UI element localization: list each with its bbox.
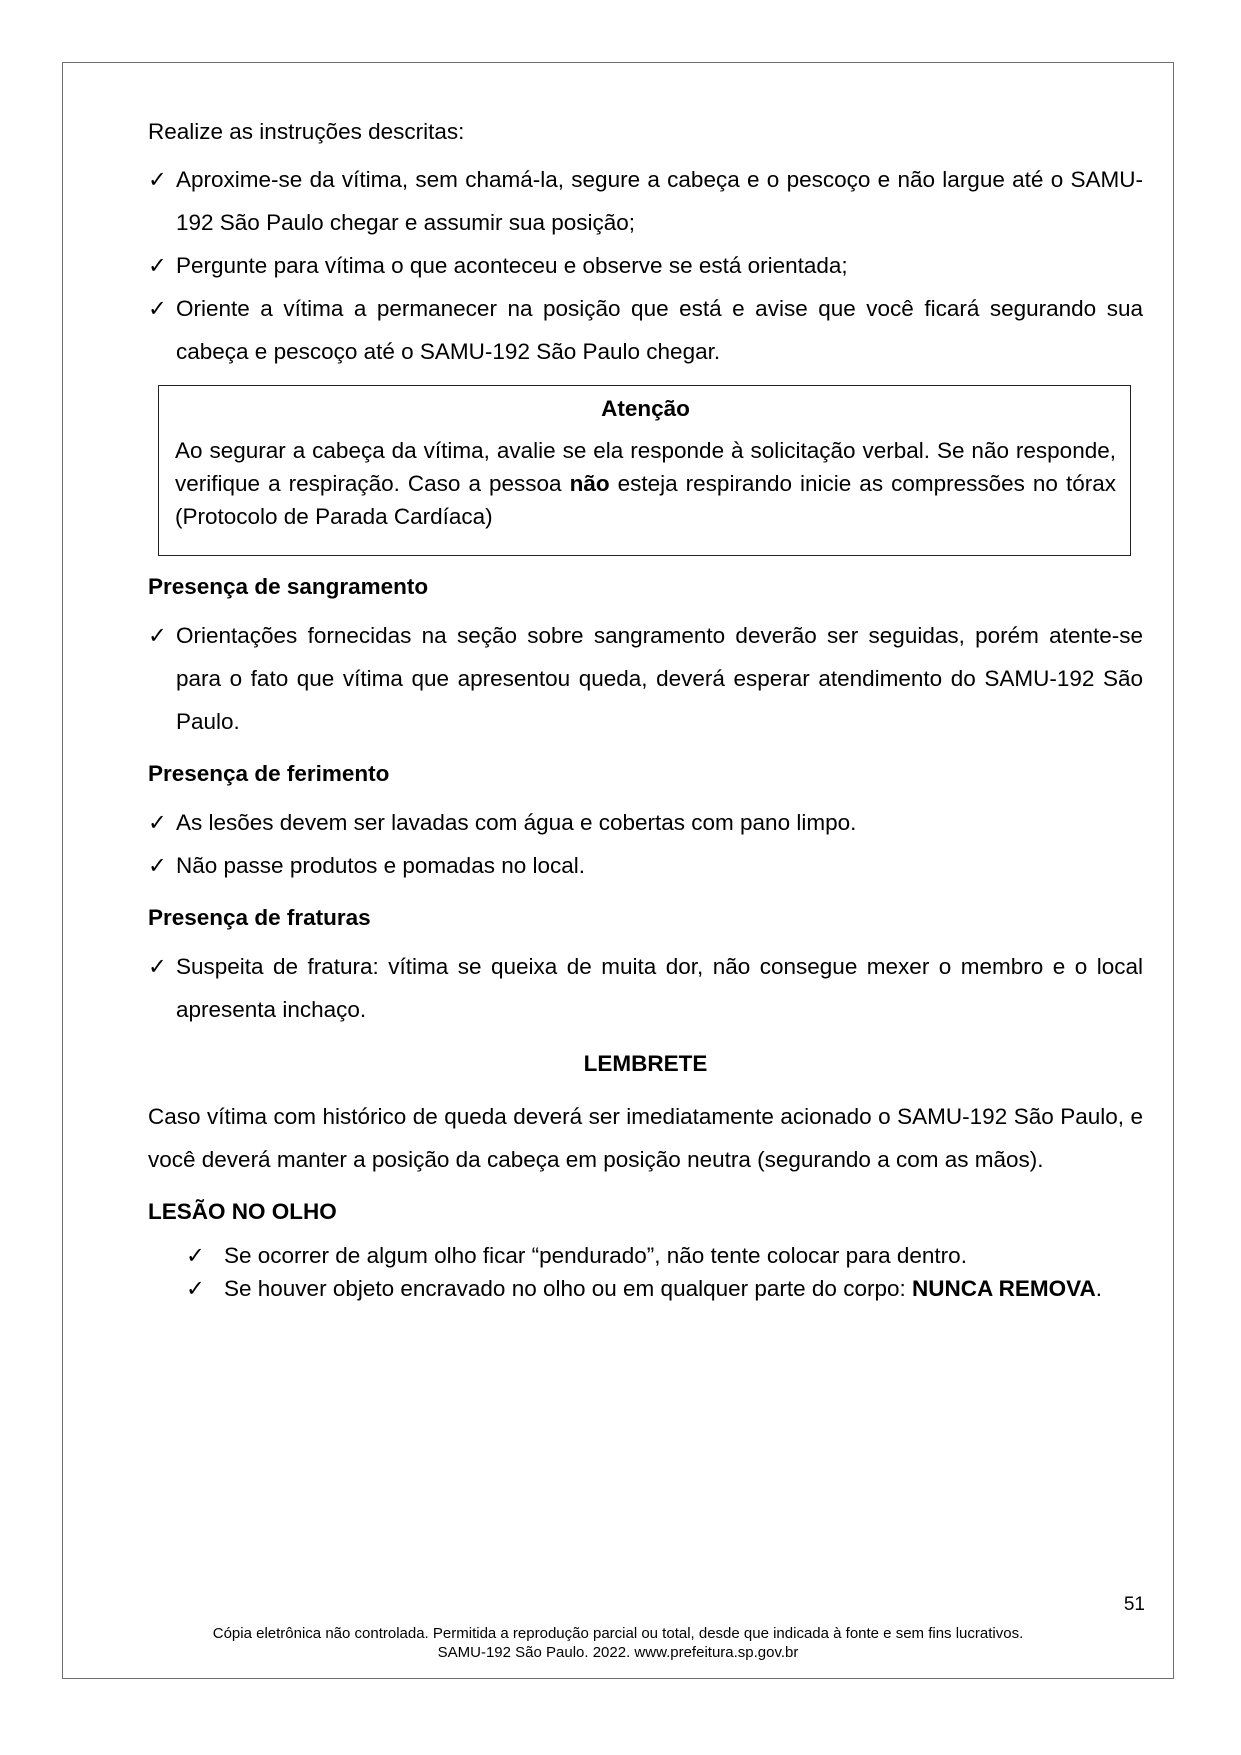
check-icon: ✓ <box>148 853 167 878</box>
list-item-bold: NUNCA REMOVA <box>911 1276 1096 1301</box>
bleeding-heading: Presença de sangramento <box>148 574 429 599</box>
eye-injury-heading: LESÃO NO OLHO <box>148 1199 337 1224</box>
footer-line: SAMU-192 São Paulo. 2022. www.prefeitura.sp.gov.br <box>437 1644 799 1661</box>
list-item-text: Suspeita de fratura: vítima se queixa de muita dor, não consegue mexer o membro e o local apresenta inchaço. <box>176 954 1143 1022</box>
list-item-text: Aproxime-se da vítima, sem chamá-la, segure a cabeça e o pescoço e não largue até o SAMU-192 São Paulo chegar e assumir sua posição; <box>176 167 1143 235</box>
list-item <box>148 158 1143 244</box>
fracture-list <box>148 945 1143 1031</box>
check-icon: ✓ <box>148 623 167 648</box>
reminder-text: Caso vítima com histórico de queda deverá ser imediatamente acionado o SAMU-192 São Paulo, e você deverá manter a posição da cabeça em posição neutra (segurando a com as mãos). <box>148 1104 1143 1172</box>
attention-title: Atenção <box>601 396 690 421</box>
bleeding-list <box>148 614 1143 743</box>
list-item-text: Orientações fornecidas na seção sobre sangramento deverão ser seguidas, porém atente-se para o fato que vítima que apresentou queda, deverá esperar atendimento do SAMU-192 São Paulo. <box>176 623 1143 734</box>
intro-text: Realize as instruções descritas: <box>148 119 465 144</box>
attention-text <box>175 434 1116 533</box>
wound-list <box>148 801 1143 887</box>
list-item-text: Pergunte para vítima o que aconteceu e observe se está orientada; <box>176 253 848 278</box>
list-item <box>148 945 1143 1031</box>
attention-text-bold: não <box>569 471 610 496</box>
check-icon: ✓ <box>148 954 167 979</box>
list-item <box>148 801 1143 844</box>
page-number: 51 <box>1123 1594 1145 1615</box>
fracture-heading: Presença de fraturas <box>148 905 371 930</box>
attention-box <box>158 385 1131 556</box>
list-item-text: Oriente a vítima a permanecer na posição que está e avise que você ficará segurando sua cabeça e pescoço até o SAMU-192 São Paulo chegar. <box>176 296 1143 364</box>
list-item-text: Se ocorrer de algum olho ficar “pendurado”, não tente colocar para dentro. <box>224 1243 967 1268</box>
check-icon: ✓ <box>186 1243 205 1268</box>
list-item <box>148 614 1143 743</box>
list-item-text: Não passe produtos e pomadas no local. <box>176 853 586 878</box>
wound-heading: Presença de ferimento <box>148 761 390 786</box>
instructions-list <box>148 158 1143 373</box>
list-item <box>148 844 1143 887</box>
list-item <box>148 244 1143 287</box>
list-item-text: Se houver objeto encravado no olho ou em qualquer parte do corpo: <box>224 1276 912 1301</box>
check-icon: ✓ <box>186 1276 205 1301</box>
footer <box>62 1624 1174 1662</box>
reminder-title: LEMBRETE <box>583 1051 708 1076</box>
list-item <box>186 1272 1143 1305</box>
check-icon: ✓ <box>148 296 167 321</box>
attention-text-part: esteja respirando inicie as compressões no tórax (Protocolo de Parada Cardíaca) <box>175 471 1116 529</box>
eye-injury-list <box>186 1239 1143 1305</box>
check-icon: ✓ <box>148 253 167 278</box>
list-item <box>186 1239 1143 1272</box>
list-item <box>148 287 1143 373</box>
check-icon: ✓ <box>148 167 167 192</box>
check-icon: ✓ <box>148 810 167 835</box>
attention-text-part: Ao segurar a cabeça da vítima, avalie se ela responde à solicitação verbal. Se não responde, verifique a respiração. Caso a pessoa <box>175 438 1116 496</box>
list-item-text: . <box>1095 1276 1102 1301</box>
list-item-text: As lesões devem ser lavadas com água e cobertas com pano limpo. <box>176 810 857 835</box>
footer-line: Cópia eletrônica não controlada. Permitida a reprodução parcial ou total, desde que indicada à fonte e sem fins lucrativos. <box>212 1625 1024 1642</box>
page-content <box>148 114 1143 1305</box>
